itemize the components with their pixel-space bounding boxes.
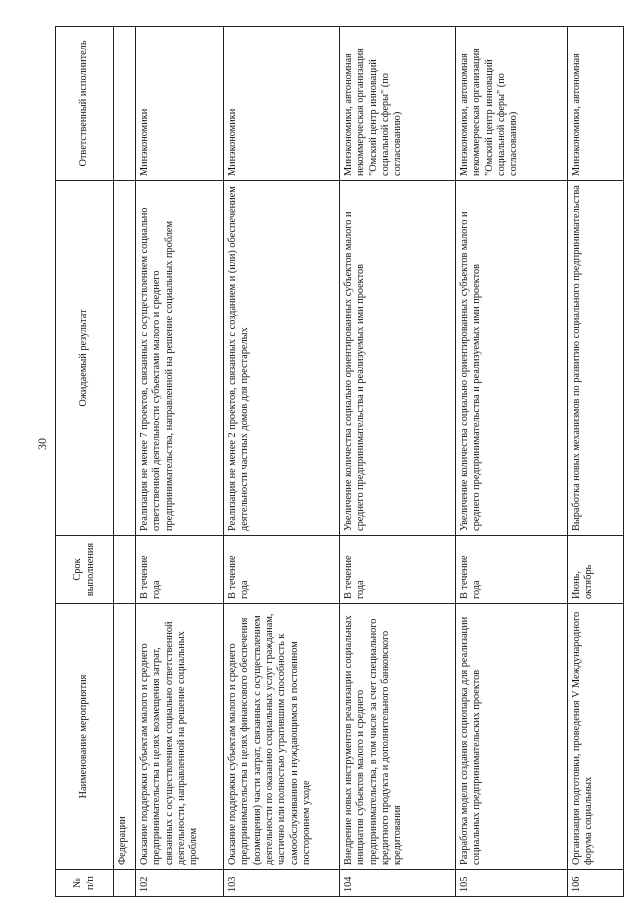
row-term: В течение года bbox=[224, 536, 340, 604]
row-num: 104 bbox=[340, 870, 456, 897]
header-num: № п/п bbox=[56, 870, 114, 897]
row-name: Оказание поддержки субъектам малого и среднего предпринимательства в целях возмещения затрат, связанных с осуществлением социально ответственной деятельности, направленной на решение социальных проблем bbox=[136, 604, 224, 870]
row-num: 106 bbox=[568, 870, 624, 897]
row-name: Разработка модели создания социопарка для реализации социальных предпринимательских проектов bbox=[456, 604, 568, 870]
header-term: Срок выполнения bbox=[56, 536, 114, 604]
row-result: Увеличение количества социально ориентированных субъектов малого и среднего предпринимательства и реализуемых ими проектов bbox=[456, 181, 568, 536]
row-result: Выработка новых механизмов по развитию социального предпринимательства bbox=[568, 181, 624, 536]
header-responsible: Ответственный исполнитель bbox=[56, 27, 114, 181]
rotated-table-container bbox=[55, 27, 623, 897]
activities-table bbox=[55, 26, 624, 897]
row-name: Внедрение новых инструментов реализации социальных инициатив субъектов малого и среднего предпринимательства, в том числе за счет специального кредитного продукта и дополнительного банковского кредитования bbox=[340, 604, 456, 870]
row-responsible: Минэкономики, автономная bbox=[568, 27, 624, 181]
table-row bbox=[340, 27, 456, 897]
row-responsible: Минэкономики bbox=[224, 27, 340, 181]
row-result: Увеличение количества социально ориентированных субъектов малого и среднего предпринимательства и реализуемых ими проектов bbox=[340, 181, 456, 536]
row-responsible: Минэкономики, автономная некоммерческая организация "Омский центр инноваций социальной сферы" (по согласованию) bbox=[456, 27, 568, 181]
row-term: Июнь, октябрь bbox=[568, 536, 624, 604]
row-name: Оказание поддержки субъектам малого и среднего предпринимательства в целях финансового обеспечения (возмещения) части затрат, связанных с осуществлением деятельности по оказанию социальных услуг гражданам, частично или полностью утратившим способность к самообслуживанию и нуждающимся в постоянном постороннем уходе bbox=[224, 604, 340, 870]
header-name: Наименование мероприятия bbox=[56, 604, 114, 870]
row-term: В течение года bbox=[456, 536, 568, 604]
continuation-row bbox=[114, 27, 136, 897]
row-result: Реализация не менее 2 проектов, связанных с созданием и (или) обеспечением деятельности частных домов для престарелых bbox=[224, 181, 340, 536]
table-header-row bbox=[56, 27, 114, 897]
header-result: Ожидаемый результат bbox=[56, 181, 114, 536]
row-term: В течение года bbox=[136, 536, 224, 604]
table-row bbox=[224, 27, 340, 897]
row-term: В течение года bbox=[340, 536, 456, 604]
table-row bbox=[568, 27, 624, 897]
table-row bbox=[456, 27, 568, 897]
row-num: 102 bbox=[136, 870, 224, 897]
page-number: 30 bbox=[35, 438, 49, 450]
row-num: 105 bbox=[456, 870, 568, 897]
continuation-text: Федерации bbox=[114, 604, 136, 870]
row-responsible: Минэкономики bbox=[136, 27, 224, 181]
row-name: Организация подготовки, проведения V Международного форума социальных bbox=[568, 604, 624, 870]
table-row bbox=[136, 27, 224, 897]
row-responsible: Минэкономики, автономная некоммерческая организация "Омский центр инноваций социальной сферы" (по согласованию) bbox=[340, 27, 456, 181]
row-num: 103 bbox=[224, 870, 340, 897]
row-result: Реализация не менее 7 проектов, связанных с осуществлением социально ответственной деятельности субъектами малого и среднего предпринимательства, направленной на решение социальных проблем bbox=[136, 181, 224, 536]
